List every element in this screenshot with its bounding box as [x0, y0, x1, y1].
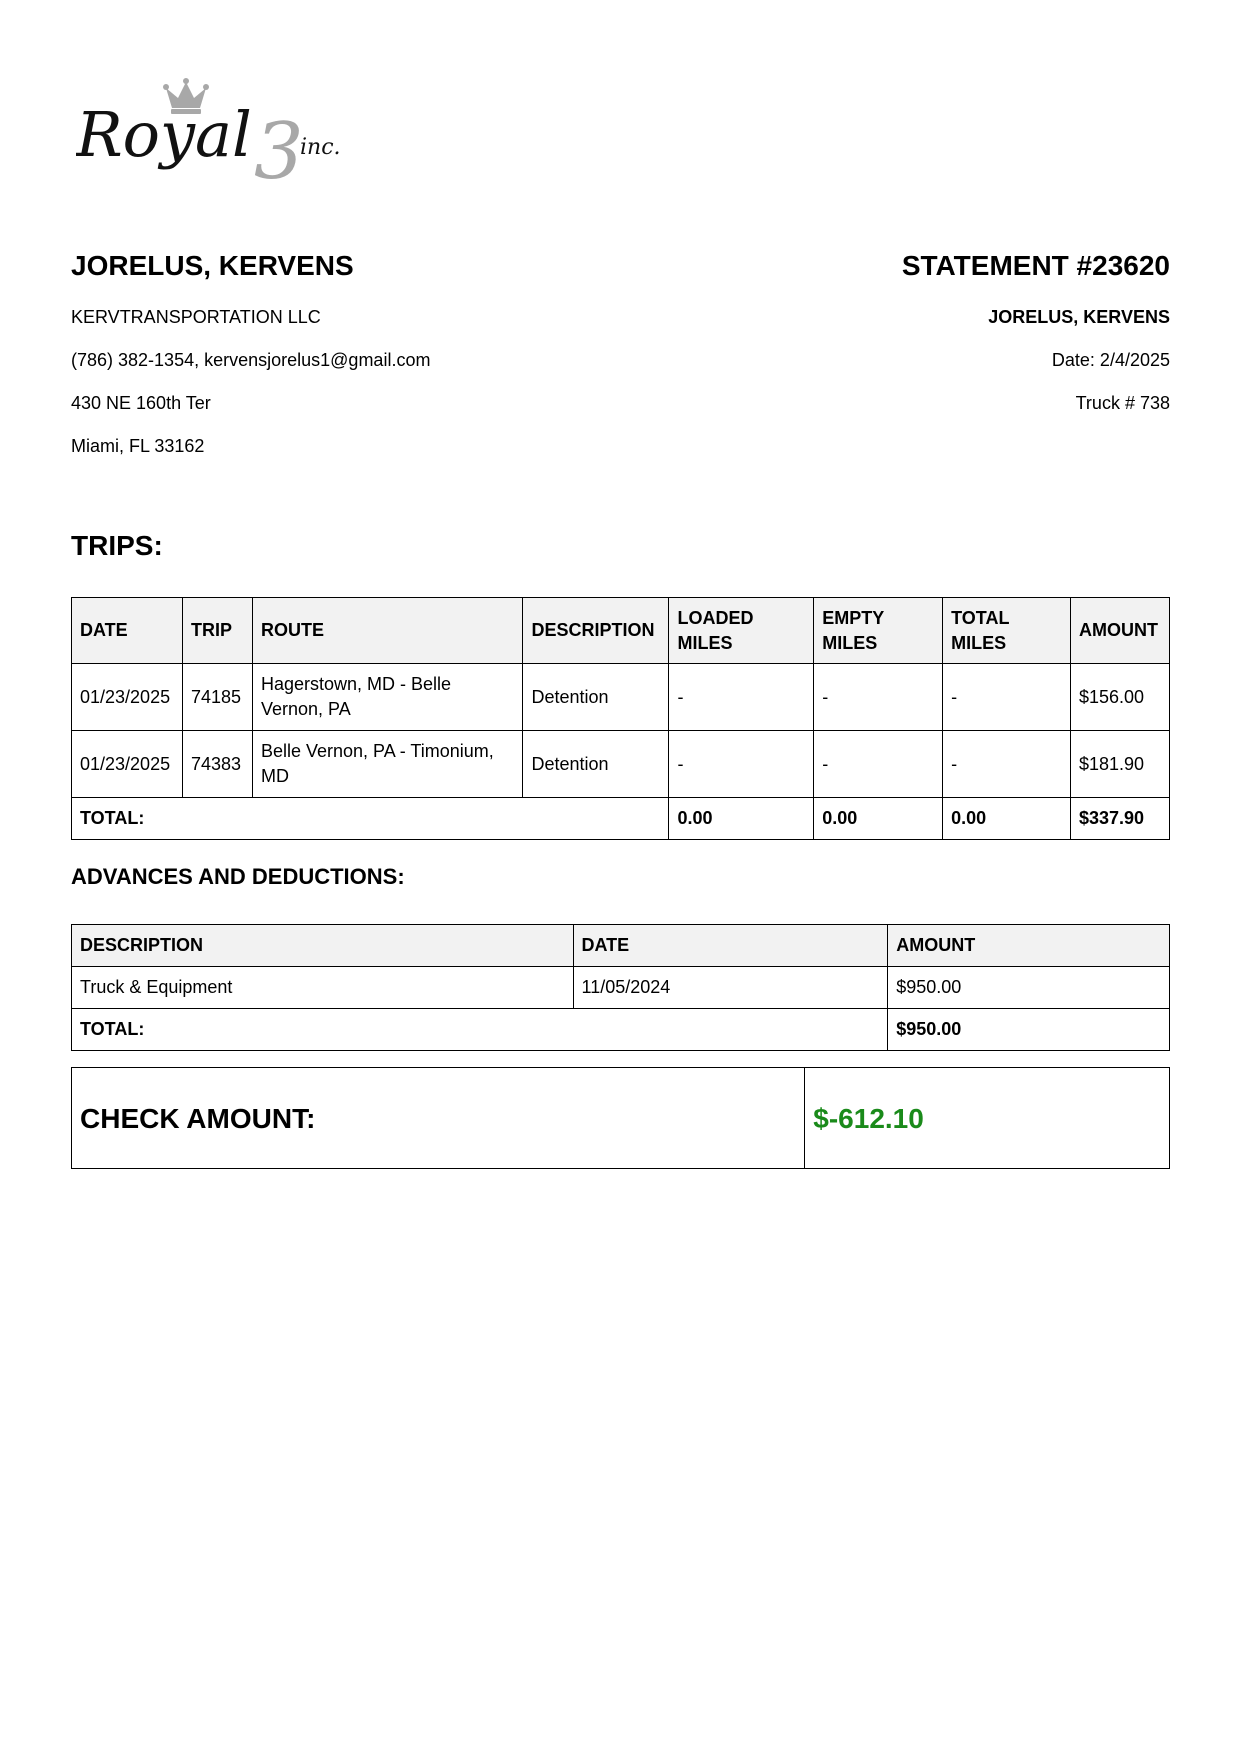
driver-name: JORELUS, KERVENS [71, 250, 354, 281]
cell-trip: 74383 [182, 731, 252, 798]
driver-contact: (786) 382-1354, kervensjorelus1@gmail.com [71, 350, 431, 370]
check-amount-label: CHECK AMOUNT: [72, 1068, 805, 1169]
cell-trip: 74185 [182, 664, 252, 731]
statement-title: STATEMENT #23620 [901, 250, 1170, 281]
cell-route: Belle Vernon, PA - Timonium, MD [252, 731, 523, 798]
advances-header-row [72, 925, 1170, 967]
cell-amount: $181.90 [1070, 731, 1169, 798]
statement-driver-name: JORELUS, KERVENS [988, 307, 1170, 327]
col-header-empty-miles: EMPTY MILES [814, 598, 943, 664]
cell-date: 01/23/2025 [72, 664, 183, 731]
cell-loaded-miles: - [669, 731, 814, 798]
company-logo [76, 78, 386, 190]
trips-title: TRIPS: [71, 530, 163, 561]
cell-route: Hagerstown, MD - Belle Vernon, PA [252, 664, 523, 731]
logo-wordmark: Royal [76, 98, 252, 171]
statement-truck: Truck # 738 [1075, 393, 1170, 413]
logo-suffix: inc. [300, 135, 341, 160]
advances-total-row [72, 1009, 1170, 1051]
table-row [72, 664, 1170, 731]
driver-address-line2: Miami, FL 33162 [71, 436, 205, 456]
col-header-amount: AMOUNT [1070, 598, 1169, 664]
trips-total-amount: $337.90 [1070, 798, 1169, 840]
driver-info [71, 248, 631, 456]
statement-info [650, 248, 1170, 413]
check-amount-row [72, 1068, 1170, 1169]
cell-date: 01/23/2025 [72, 731, 183, 798]
trips-total-empty: 0.00 [814, 798, 943, 840]
col-header-route: ROUTE [252, 598, 523, 664]
col-header-date: DATE [573, 925, 888, 967]
cell-amount: $950.00 [888, 967, 1170, 1009]
cell-date: 11/05/2024 [573, 967, 888, 1009]
trips-total-miles: 0.00 [943, 798, 1071, 840]
advances-total-label: TOTAL: [72, 1009, 888, 1051]
trips-total-loaded: 0.00 [669, 798, 814, 840]
cell-loaded-miles: - [669, 664, 814, 731]
cell-description: Truck & Equipment [72, 967, 574, 1009]
col-header-date: DATE [72, 598, 183, 664]
advances-total-amount: $950.00 [888, 1009, 1170, 1051]
col-header-loaded-miles: LOADED MILES [669, 598, 814, 664]
trips-table [71, 597, 1170, 840]
cell-empty-miles: - [814, 731, 943, 798]
col-header-trip: TRIP [182, 598, 252, 664]
check-amount-value: $-612.10 [805, 1068, 1170, 1169]
col-header-description: DESCRIPTION [523, 598, 669, 664]
col-header-total-miles: TOTAL MILES [943, 598, 1071, 664]
check-amount-table [71, 1067, 1170, 1169]
cell-description: Detention [523, 731, 669, 798]
trips-header-row [72, 598, 1170, 664]
cell-description: Detention [523, 664, 669, 731]
cell-amount: $156.00 [1070, 664, 1169, 731]
cell-empty-miles: - [814, 664, 943, 731]
driver-company: KERVTRANSPORTATION LLC [71, 307, 321, 327]
logo-number: 3 [254, 107, 304, 190]
table-row [72, 731, 1170, 798]
table-row [72, 967, 1170, 1009]
statement-date: Date: 2/4/2025 [1051, 350, 1170, 370]
cell-total-miles: - [943, 664, 1071, 731]
advances-table [71, 924, 1170, 1051]
advances-title: ADVANCES AND DEDUCTIONS: [71, 864, 405, 889]
trips-total-label: TOTAL: [72, 798, 669, 840]
col-header-description: DESCRIPTION [72, 925, 574, 967]
driver-address-line1: 430 NE 160th Ter [71, 393, 211, 413]
cell-total-miles: - [943, 731, 1071, 798]
trips-total-row [72, 798, 1170, 840]
col-header-amount: AMOUNT [888, 925, 1170, 967]
